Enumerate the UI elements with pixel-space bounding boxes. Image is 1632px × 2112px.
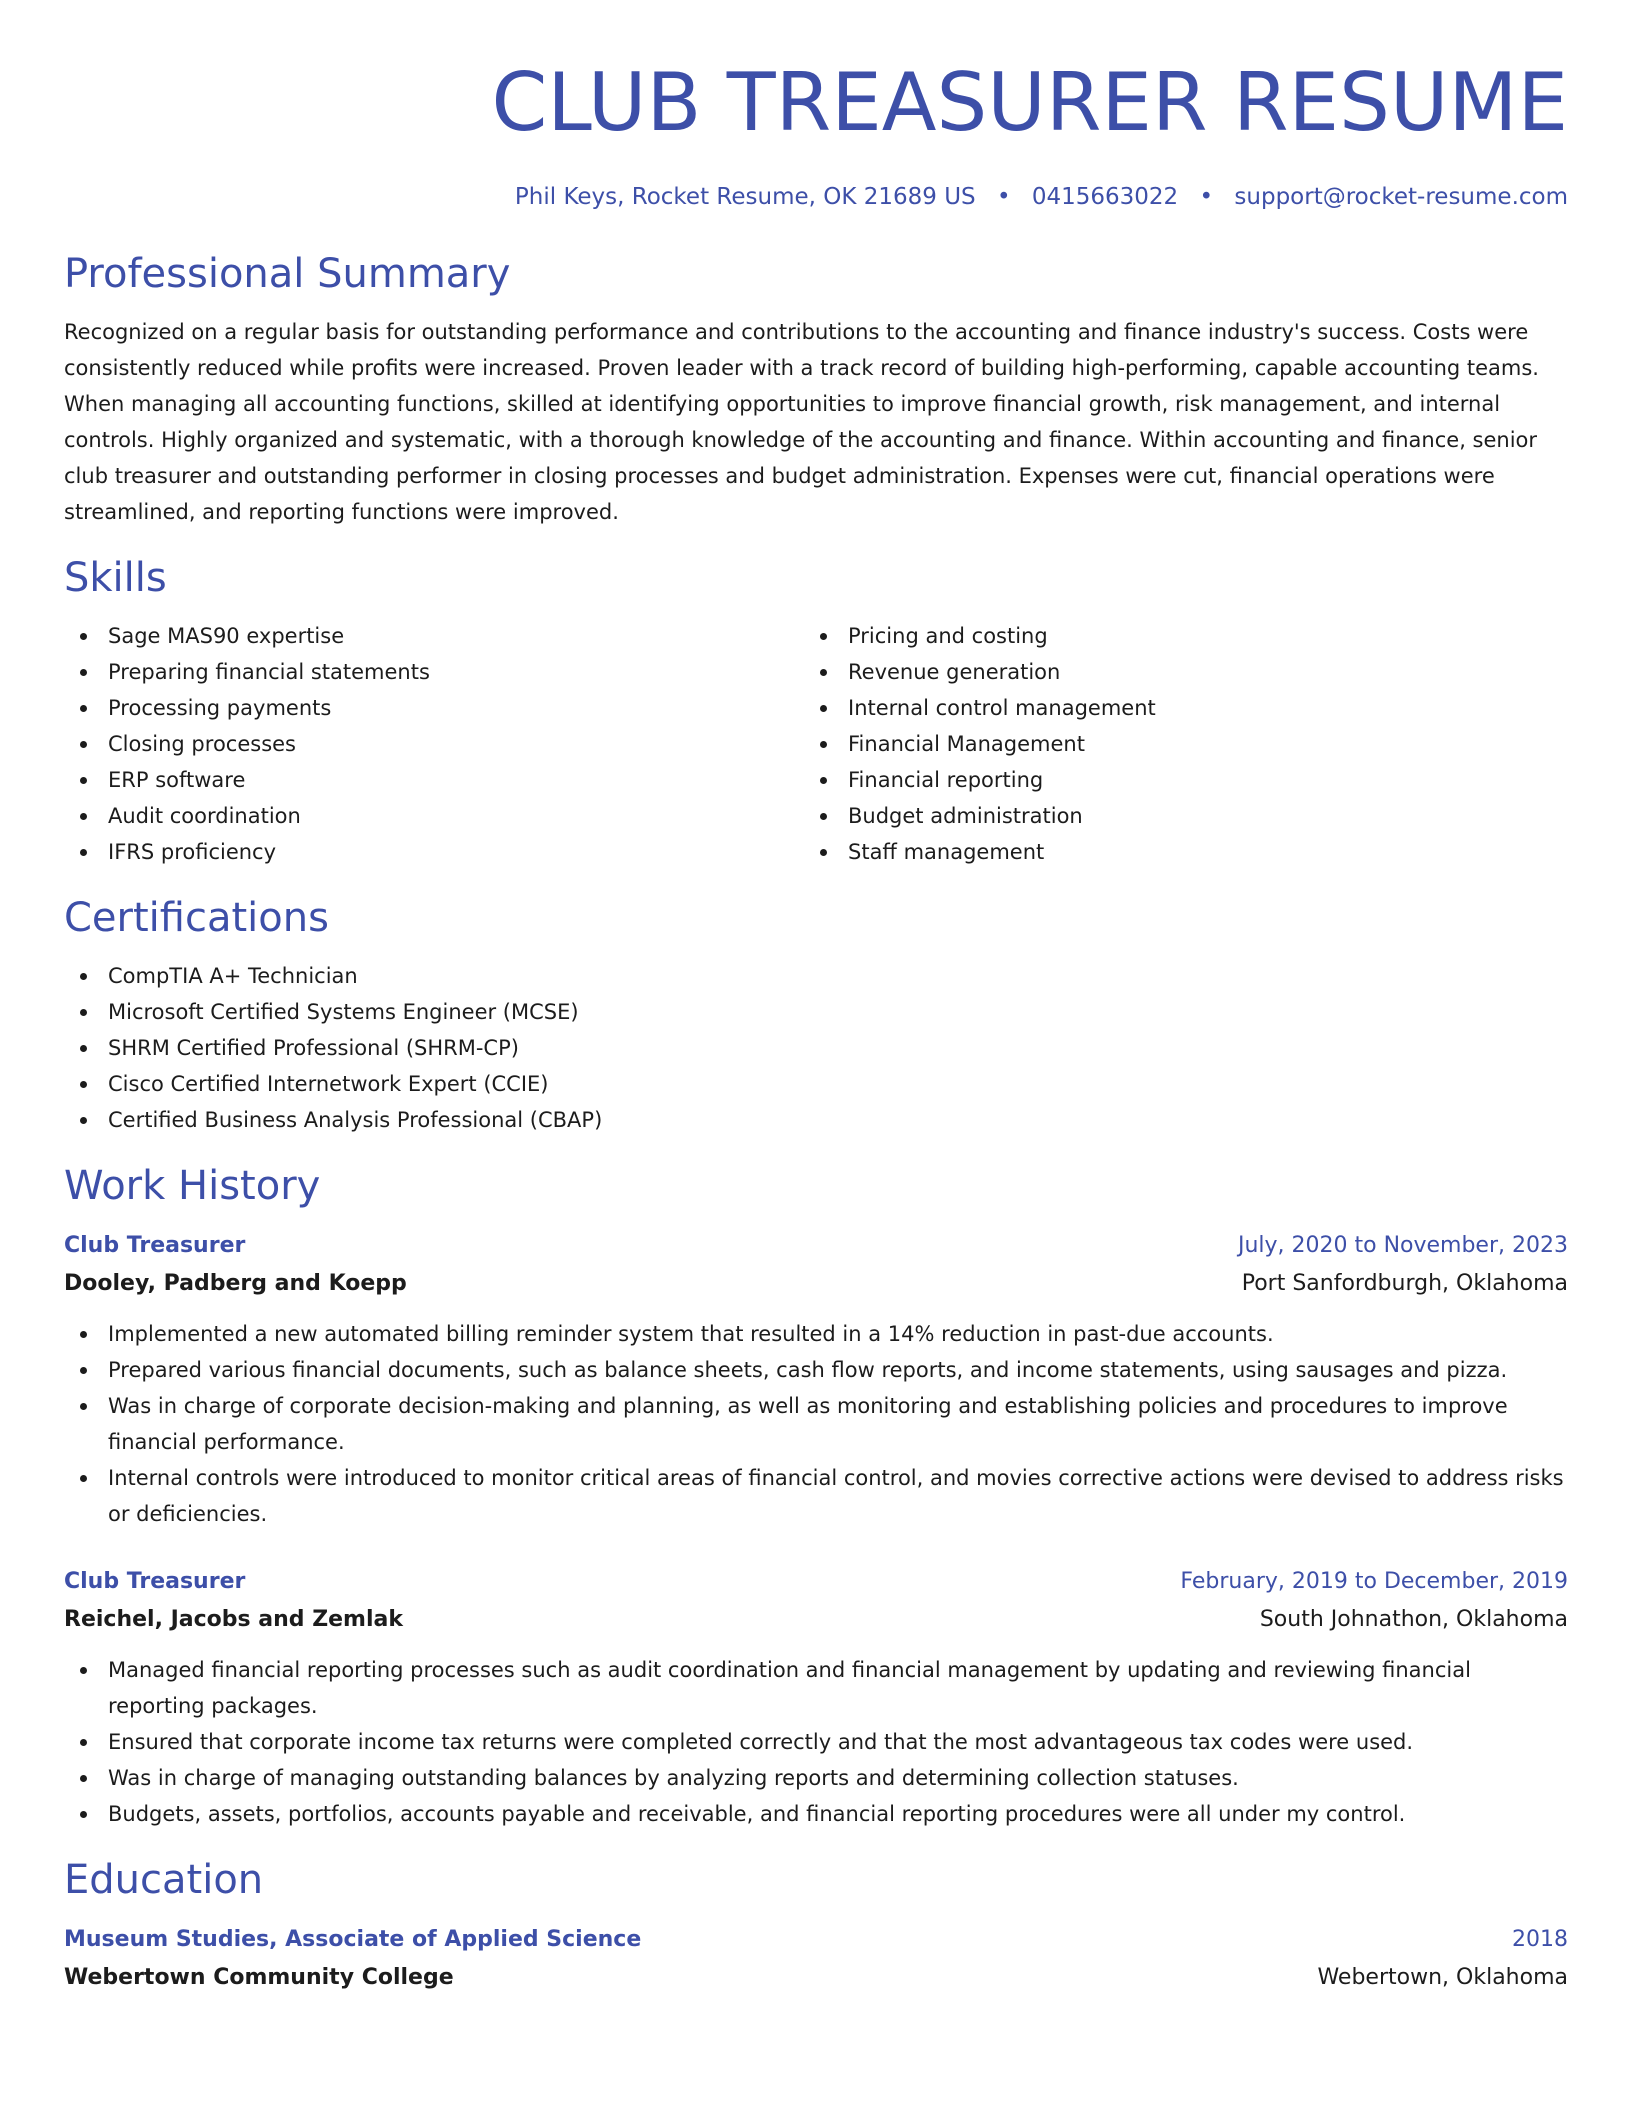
certification-item: CompTIA A+ Technician — [64, 958, 1568, 994]
education-school-row — [64, 1958, 1568, 1998]
education-entry — [64, 1922, 1568, 1998]
skill-item: Preparing financial statements — [64, 654, 804, 690]
education-year: 2018 — [1512, 1927, 1568, 1952]
skill-item: Processing payments — [64, 690, 804, 726]
skill-item: Closing processes — [64, 726, 804, 762]
skill-item: Revenue generation — [804, 654, 1544, 690]
contact-email: support@rocket-resume.com — [1234, 184, 1568, 210]
skill-item: Sage MAS90 expertise — [64, 618, 804, 654]
job-company: Dooley, Padberg and Koepp — [64, 1271, 407, 1296]
job-company-row — [64, 1600, 1568, 1640]
skill-item: IFRS proficiency — [64, 834, 804, 870]
education-degree-row — [64, 1922, 1568, 1958]
job-location: Port Sanfordburgh, Oklahoma — [1241, 1271, 1568, 1296]
certifications-section — [64, 892, 1568, 1138]
job-entry — [64, 1228, 1568, 1532]
job-bullets — [64, 1316, 1568, 1532]
contact-phone: 0415663022 — [1031, 184, 1179, 210]
skill-item: Audit coordination — [64, 798, 804, 834]
skill-item: Internal control management — [804, 690, 1544, 726]
certification-item: Cisco Certified Internetwork Expert (CCIE) — [64, 1066, 1568, 1102]
summary-heading: Professional Summary — [64, 251, 511, 297]
skills-list-right — [804, 618, 1544, 870]
skill-item: Pricing and costing — [804, 618, 1544, 654]
resume-title: CLUB TREASURER RESUME — [491, 56, 1568, 149]
job-title-row — [64, 1564, 1568, 1600]
education-school: Webertown Community College — [64, 1965, 454, 1990]
job-title: Club Treasurer — [64, 1569, 246, 1594]
skill-item: Staff management — [804, 834, 1544, 870]
job-bullet: Implemented a new automated billing reminder system that resulted in a 14% reduction in past-due accounts. — [64, 1316, 1568, 1352]
education-heading: Education — [64, 1857, 264, 1903]
skill-item: Budget administration — [804, 798, 1544, 834]
education-degree: Museum Studies, Associate of Applied Science — [64, 1927, 642, 1952]
job-bullet: Budgets, assets, portfolios, accounts payable and receivable, and financial reporting procedures were all under my control. — [64, 1796, 1568, 1832]
job-bullet: Was in charge of managing outstanding balances by analyzing reports and determining collection statuses. — [64, 1760, 1568, 1796]
skill-item: Financial Management — [804, 726, 1544, 762]
skills-grid — [64, 618, 1568, 870]
job-bullet: Prepared various financial documents, such as balance sheets, cash flow reports, and income statements, using sausages and pizza. — [64, 1352, 1568, 1388]
job-entry — [64, 1564, 1568, 1832]
skills-section — [64, 552, 1568, 870]
certification-item: Certified Business Analysis Professional (CBAP) — [64, 1102, 1568, 1138]
job-title: Club Treasurer — [64, 1233, 246, 1258]
job-bullet: Managed financial reporting processes such as audit coordination and financial management by updating and reviewing financial reporting packages. — [64, 1652, 1568, 1724]
job-company: Reichel, Jacobs and Zemlak — [64, 1607, 404, 1632]
job-company-row — [64, 1264, 1568, 1304]
work-history-heading: Work History — [64, 1163, 321, 1209]
education-section — [64, 1854, 1568, 1998]
job-dates: February, 2019 to December, 2019 — [1180, 1569, 1568, 1594]
contact-line — [64, 182, 1568, 212]
job-bullets — [64, 1652, 1568, 1832]
skill-item: Financial reporting — [804, 762, 1544, 798]
certification-item: SHRM Certified Professional (SHRM-CP) — [64, 1030, 1568, 1066]
contact-separator: • — [996, 184, 1011, 210]
contact-address: Phil Keys, Rocket Resume, OK 21689 US — [514, 184, 976, 210]
contact-separator: • — [1199, 184, 1214, 210]
skills-heading: Skills — [64, 555, 167, 601]
job-bullet: Ensured that corporate income tax returns were completed correctly and that the most advantageous tax codes were used. — [64, 1724, 1568, 1760]
summary-section — [64, 248, 1568, 530]
summary-text: Recognized on a regular basis for outstanding performance and contributions to the accounting and finance industry's success. Costs were consistently reduced while profits were increased. Proven leader with a track record of building high-performing, capable accounting teams. When managing all accounting functions, skilled at identifying opportunities to improve financial growth, risk management, and internal controls. Highly organized and systematic, with a thorough knowledge of the accounting and finance. Within accounting and finance, senior club treasurer and outstanding performer in closing processes and budget administration. Expenses were cut, financial operations were streamlined, and reporting functions were improved. — [64, 320, 1539, 524]
job-dates: July, 2020 to November, 2023 — [1237, 1233, 1568, 1258]
job-location: South Johnathon, Oklahoma — [1259, 1607, 1568, 1632]
skill-item: ERP software — [64, 762, 804, 798]
job-title-row — [64, 1228, 1568, 1264]
job-bullet: Was in charge of corporate decision-making and planning, as well as monitoring and establishing policies and procedures to improve financial performance. — [64, 1388, 1568, 1460]
certification-item: Microsoft Certified Systems Engineer (MCSE) — [64, 994, 1568, 1030]
education-location: Webertown, Oklahoma — [1317, 1965, 1568, 1990]
skills-list-left — [64, 618, 804, 870]
certifications-heading: Certifications — [64, 895, 329, 941]
work-history-section — [64, 1160, 1568, 1832]
certifications-list — [64, 958, 1568, 1138]
job-bullet: Internal controls were introduced to monitor critical areas of financial control, and movies corrective actions were devised to address risks or deficiencies. — [64, 1460, 1568, 1532]
